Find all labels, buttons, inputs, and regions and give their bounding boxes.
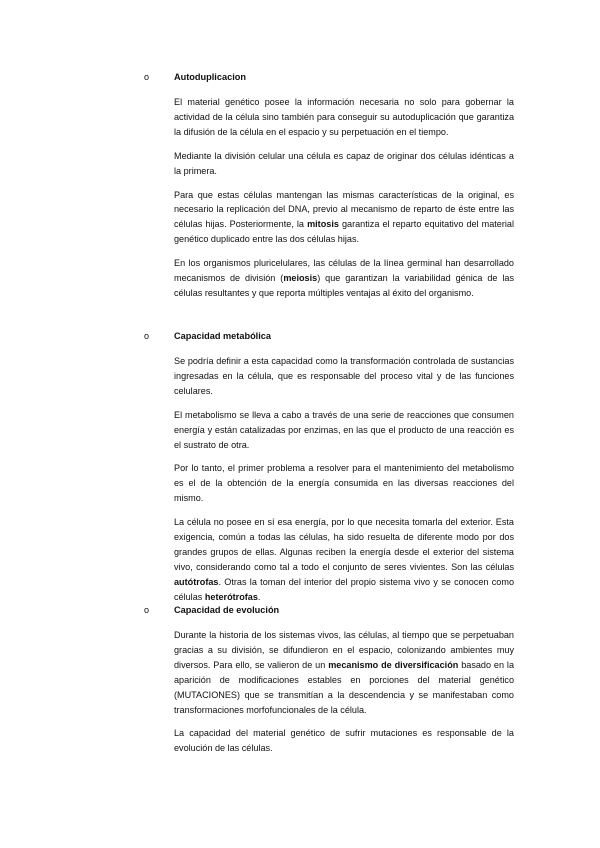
paragraph <box>174 354 514 399</box>
paragraph <box>174 95 514 140</box>
section-title: Capacidad de evolución <box>174 605 280 615</box>
section-autoduplicacion <box>144 71 522 301</box>
section-heading <box>144 604 522 617</box>
text-run: La capacidad del material genético de sufrir mutaciones es responsable de la evolución de las células. <box>174 728 514 754</box>
section-capacidad-metabolica <box>144 330 522 605</box>
bold-term: mecanismo de diversificación <box>328 659 459 670</box>
bold-term: autótrofas <box>174 576 219 587</box>
text-run: Por lo tanto, el primer problema a resolver para el mantenimiento del metabolismo es el de la obtención de la energía consumida en las diversas reacciones del mismo. <box>174 463 514 504</box>
section-heading <box>144 330 522 343</box>
paragraph <box>174 726 514 756</box>
text-run: . <box>257 591 261 602</box>
bold-term: meiosis <box>283 273 318 284</box>
paragraph <box>174 149 514 179</box>
paragraph <box>174 188 514 248</box>
paragraph <box>174 461 514 506</box>
paragraph <box>174 256 514 301</box>
text-run: ) que garantizan la variabilidad génica de las células resultantes y que reporta múltiples ventajas al éxito del organismo. <box>174 273 514 298</box>
text-run: garantiza el reparto equitativo del material genético duplicado entre las dos células hijas. <box>174 219 514 245</box>
section-heading <box>144 71 522 84</box>
paragraph <box>174 515 514 604</box>
text-run: El metabolismo se lleva a cabo a través de una serie de reacciones que consumen energía y están catalizadas por enzimas, en las que el producto de una reacción es el sustrato de otra. <box>174 409 514 450</box>
bullet-icon: o <box>144 605 150 615</box>
section-title: Autoduplicacion <box>174 72 246 82</box>
text-run: Durante la historia de los sistemas vivos, las células, al tiempo que se perpetuaban gracias a su división, se difundieron en el espacio, colonizando ambientes muy diversos. Para ello, se valieron de un <box>174 630 514 670</box>
text-run: En los organismos pluricelulares, las células de la línea germinal han desarrollado mecanismos de división ( <box>174 258 514 284</box>
bullet-icon: o <box>144 331 150 341</box>
text-run: Para que estas células mantengan las mismas características de la original, es necesario la replicación del DNA, previo al mecanismo de reparto de éste entre las células hijas. Posteriormente, la <box>174 189 514 230</box>
text-run: basado en la aparición de modificaciones estables en porciones del material genético (MUTACIONES) que se transmitían a la descendencia y se manifestaban como transformaciones morfofuncionales de la célula. <box>174 659 515 715</box>
text-run: Mediante la división celular una célula es capaz de originar dos células idénticas a la primera. <box>174 150 514 176</box>
text-run: . Otras la toman del interior del propio sistema vivo y se conocen como células <box>174 576 514 602</box>
paragraph <box>174 408 514 453</box>
text-run: Se podría definir a esta capacidad como la transformación controlada de sustancias ingresadas en la célula, que es responsable del proceso vital y de las funciones celulares. <box>174 356 514 396</box>
section-capacidad-de-evolucion <box>144 604 522 756</box>
text-run: El material genético posee la información necesaria no solo para gobernar la actividad de la célula sino también para conseguir su autoduplicación que garantiza la difusión de la célula en el espacio y su perpetuación en el tiempo. <box>174 97 514 137</box>
bullet-icon: o <box>144 72 150 82</box>
bold-term: mitosis <box>307 219 339 230</box>
paragraph <box>174 628 514 717</box>
text-run: La célula no posee en sí esa energía, por lo que necesita tomarla del exterior. Esta exigencia, común a todas las células, ha sido resuelta de diferente modo por dos grandes grupos de ellas. Algunas reciben la energía desde el exterior del sistema vivo, considerando como tal a todo el conjunto de seres vivientes. Son las células <box>174 517 514 572</box>
bold-term: heterótrofas <box>204 591 258 602</box>
section-title: Capacidad metabólica <box>174 331 272 341</box>
